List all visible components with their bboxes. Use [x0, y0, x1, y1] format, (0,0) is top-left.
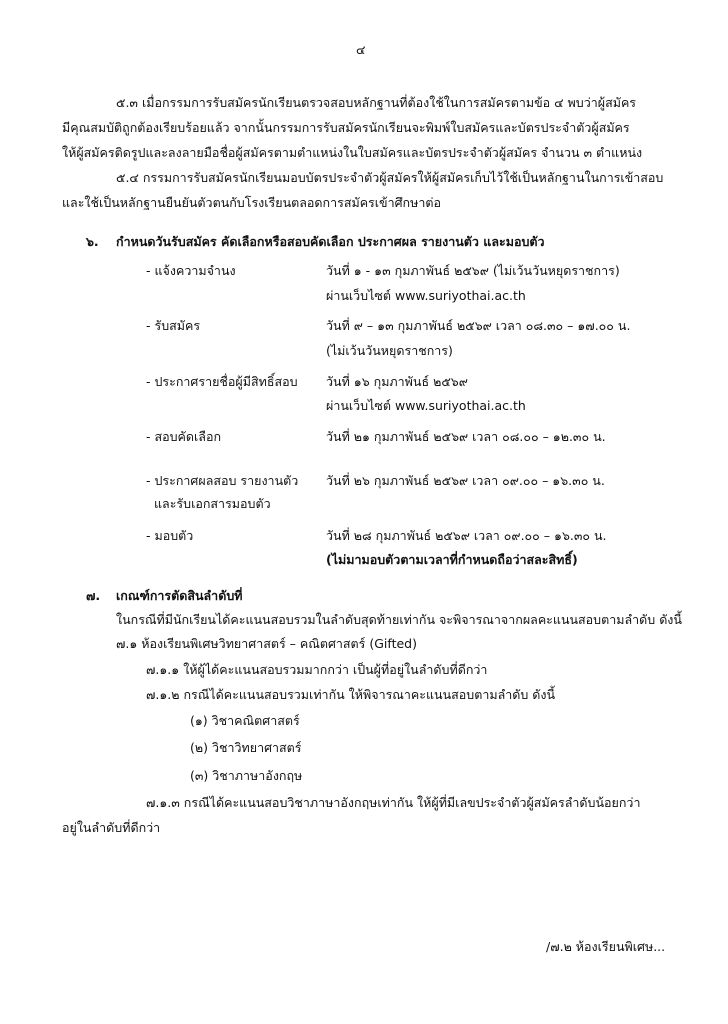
- paragraph-5-4-line-1: ๕.๔ กรรมการรับสมัครนักเรียนมอบบัตรประจำตัวผู้สมัครให้ผู้สมัครเก็บไว้ใช้เป็นหลักฐานในการเข้าสอบ: [116, 170, 664, 185]
- paragraph-5-3-line-3: ให้ผู้สมัครติดรูปและลงลายมือชื่อผู้สมัครตามตำแหน่งในใบสมัครและบัตรประจำตัวผู้สมัคร จำนวน ๓ ตำแหน่ง: [62, 145, 643, 160]
- paragraph-5-3-line-1: ๕.๓ เมื่อกรรมการรับสมัครนักเรียนตรวจสอบหลักฐานที่ต้องใช้ในการสมัครตามข้อ ๔ พบว่าผู้สมัคร: [116, 95, 637, 110]
- schedule-label: - แจ้งความจำนง: [146, 263, 236, 278]
- item-7-1-3-line-1: ๗.๑.๓ กรณีได้คะแนนสอบวิชาภาษาอังกฤษเท่ากัน ให้ผู้ที่มีเลขประจำตัวผู้สมัครลำดับน้อยกว่า: [146, 795, 641, 810]
- item-7-1-1: ๗.๑.๑ ให้ผู้ได้คะแนนสอบรวมมากกว่า เป็นผู้ที่อยู่ในลำดับที่ดีกว่า: [146, 662, 488, 677]
- schedule-date: วันที่ ๒๘ กุมภาพันธ์ ๒๕๖๙ เวลา ๐๙.๐๐ – ๑๖.๓๐ น.: [326, 528, 607, 543]
- item-7-1-3-line-2: อยู่ในลำดับที่ดีกว่า: [62, 820, 161, 835]
- schedule-date: วันที่ ๑ - ๑๓ กุมภาพันธ์ ๒๕๖๙ (ไม่เว้นวันหยุดราชการ): [326, 263, 620, 278]
- page-number: ๔: [356, 42, 366, 57]
- schedule-date-detail: ผ่านเว็บไซต์ www.suriyothai.ac.th: [326, 288, 526, 303]
- paragraph-5-3-line-2: มีคุณสมบัติถูกต้องเรียบร้อยแล้ว จากนั้นกรรมการรับสมัครนักเรียนจะพิมพ์ใบสมัครและบัตรประจำตัวผู้สมัคร: [62, 120, 630, 135]
- section-7-heading: เกณฑ์การตัดสินลำดับที่: [116, 588, 243, 603]
- schedule-label: - ประกาศรายชื่อผู้มีสิทธิ์สอบ: [146, 374, 298, 389]
- schedule-date-detail: ผ่านเว็บไซต์ www.suriyothai.ac.th: [326, 398, 526, 413]
- schedule-date: วันที่ ๒๑ กุมภาพันธ์ ๒๕๖๙ เวลา ๐๘.๐๐ – ๑๒.๓๐ น.: [326, 429, 606, 444]
- schedule-label-continued: และรับเอกสารมอบตัว: [154, 496, 271, 511]
- continuation-note: /๗.๒ ห้องเรียนพิเศษ...: [546, 939, 666, 954]
- section-6-heading: กำหนดวันรับสมัคร คัดเลือกหรือสอบคัดเลือก ประกาศผล รายงานตัว และมอบตัว: [116, 234, 545, 249]
- subject-item: (๒) วิชาวิทยาศาสตร์: [190, 740, 302, 755]
- schedule-label: - ประกาศผลสอบ รายงานตัว: [146, 473, 299, 488]
- section-7-intro: ในกรณีที่มีนักเรียนได้คะแนนสอบรวมในลำดับสุดท้ายเท่ากัน จะพิจารณาจากผลคะแนนสอบตามลำดับ ดังนี้: [116, 612, 682, 627]
- forfeit-notice: (ไม่มามอบตัวตามเวลาที่กำหนดถือว่าสละสิทธิ์): [326, 552, 578, 567]
- schedule-date: วันที่ ๒๖ กุมภาพันธ์ ๒๕๖๙ เวลา ๐๙.๐๐ – ๑๖.๓๐ น.: [326, 473, 605, 488]
- subsection-7-1: ๗.๑ ห้องเรียนพิเศษวิทยาศาสตร์ – คณิตศาสตร์ (Gifted): [116, 636, 417, 651]
- paragraph-5-4-line-2: และใช้เป็นหลักฐานยืนยันตัวตนกับโรงเรียนตลอดการสมัครเข้าศึกษาต่อ: [62, 195, 441, 210]
- schedule-date-detail: (ไม่เว้นวันหยุดราชการ): [326, 343, 453, 358]
- schedule-label: - สอบคัดเลือก: [146, 429, 222, 444]
- item-7-1-2: ๗.๑.๒ กรณีได้คะแนนสอบรวมเท่ากัน ให้พิจารณาคะแนนสอบตามลำดับ ดังนี้: [146, 687, 556, 702]
- schedule-date: วันที่ ๙ – ๑๓ กุมภาพันธ์ ๒๕๖๙ เวลา ๐๘.๓๐ – ๑๗.๐๐ น.: [326, 318, 631, 333]
- subject-item: (๓) วิชาภาษาอังกฤษ: [190, 768, 303, 783]
- section-6-number: ๖.: [86, 234, 99, 249]
- schedule-label: - รับสมัคร: [146, 318, 201, 333]
- section-7-number: ๗.: [86, 588, 101, 603]
- schedule-date: วันที่ ๑๖ กุมภาพันธ์ ๒๕๖๙: [326, 374, 468, 389]
- schedule-label: - มอบตัว: [146, 528, 194, 543]
- subject-item: (๑) วิชาคณิตศาสตร์: [190, 713, 300, 728]
